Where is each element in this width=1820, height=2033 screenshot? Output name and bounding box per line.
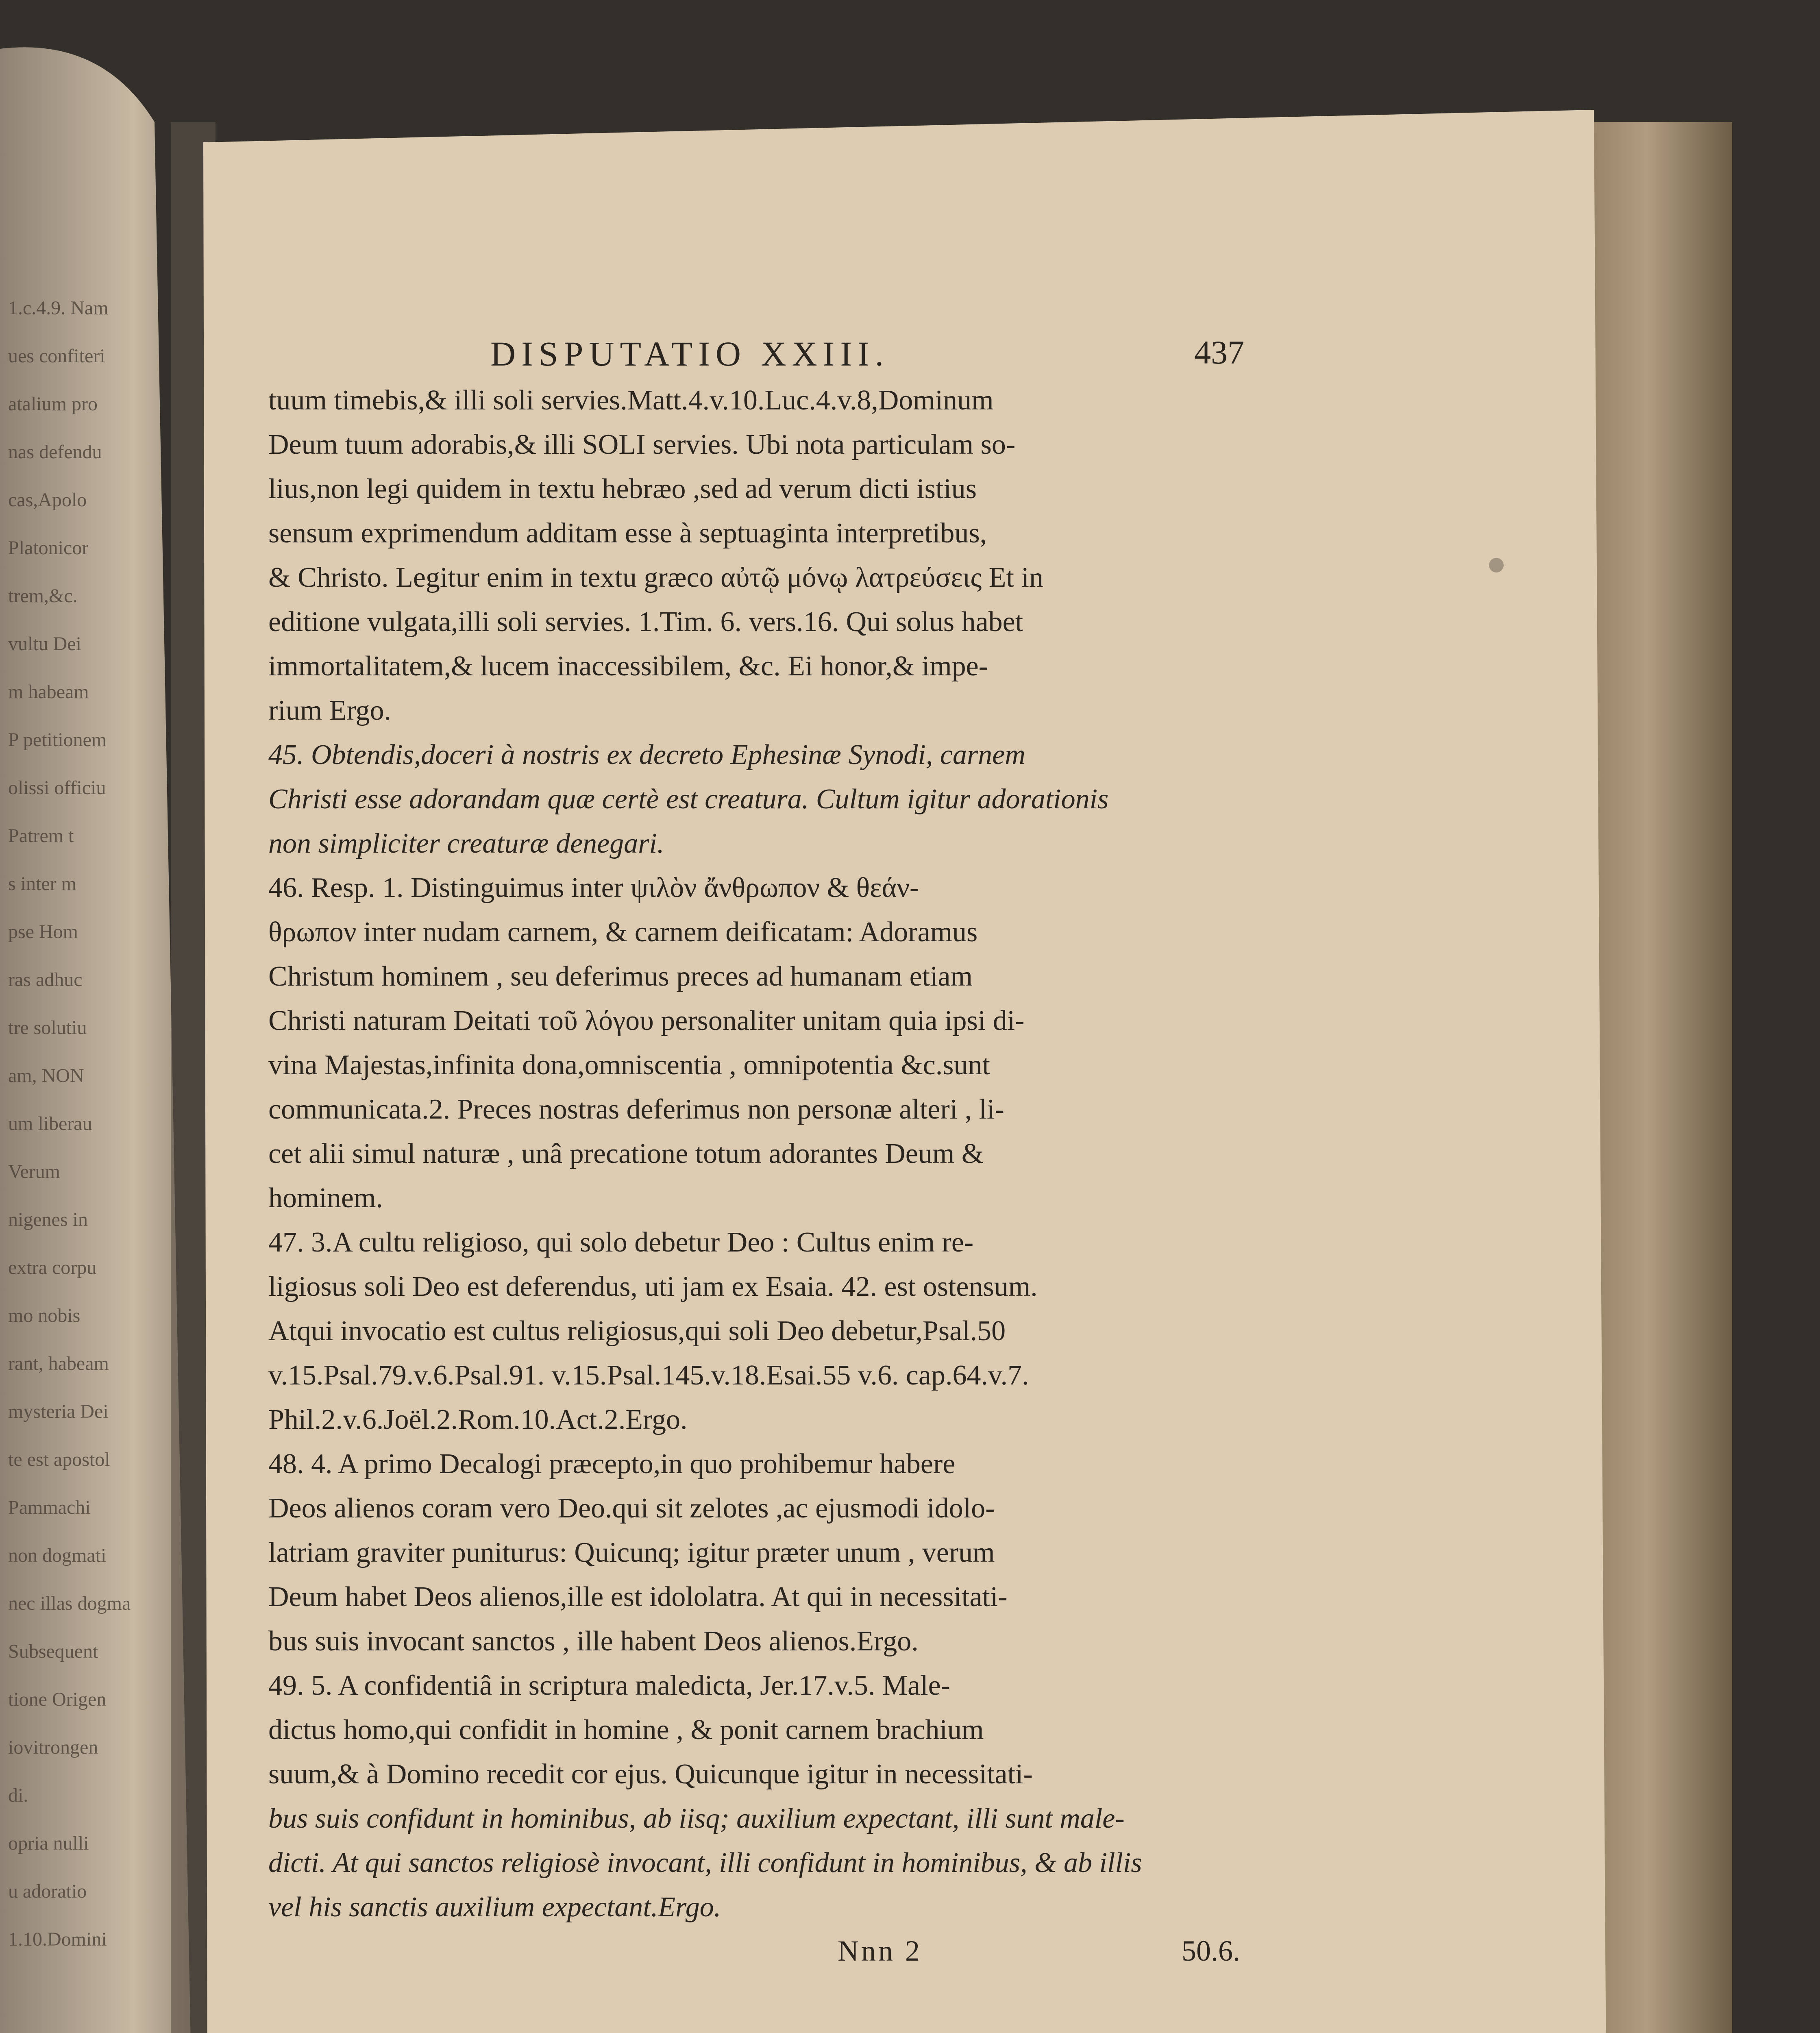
text-line: non simpliciter creaturæ denegari. xyxy=(268,828,664,859)
marginal-fragment: um liberau xyxy=(8,1113,92,1134)
text-line: v.15.Psal.79.v.6.Psal.91. v.15.Psal.145.v.18.Esai.55 v.6. cap.64.v.7. xyxy=(268,1360,1029,1391)
text-line: immortalitatem,& lucem inaccessibilem, &c. Ei honor,& impe- xyxy=(268,651,988,682)
marginal-fragment: extra corpu xyxy=(8,1257,97,1278)
signature-mark: Nnn 2 xyxy=(838,1935,922,1967)
text-line: θρωπον inter nudam carnem, & carnem deificatam: Adoramus xyxy=(268,916,978,948)
text-line: Deum habet Deos alienos,ille est idololatra. At qui in necessitati- xyxy=(268,1581,1008,1613)
marginal-fragment: nas defendu xyxy=(8,441,102,463)
text-line: suum,& à Domino recedit cor ejus. Quicunque igitur in necessitati- xyxy=(268,1759,1033,1790)
catchword: 50.6. xyxy=(1182,1935,1240,1967)
text-line: lius,non legi quidem in textu hebræo ,sed ad verum dicti istius xyxy=(268,473,977,505)
marginal-fragment: nigenes in xyxy=(8,1209,88,1230)
marginal-fragment: P petitionem xyxy=(8,729,107,751)
marginal-fragment: opria nulli xyxy=(8,1833,89,1854)
text-line: dictus homo,qui confidit in homine , & ponit carnem brachium xyxy=(268,1714,984,1746)
text-line: ligiosus soli Deo est deferendus, uti jam ex Esaia. 42. est ostensum. xyxy=(268,1271,1038,1302)
marginal-fragment: Verum xyxy=(8,1161,60,1182)
marginal-fragment: vultu Dei xyxy=(8,633,81,655)
marginal-fragment: u adoratio xyxy=(8,1881,87,1902)
marginal-fragment: mo nobis xyxy=(8,1305,81,1326)
text-line: 47. 3.A cultu religioso, qui solo debetur Deo : Cultus enim re- xyxy=(268,1227,974,1258)
marginal-fragment: tre solutiu xyxy=(8,1017,87,1038)
marginal-fragment: cas,Apolo xyxy=(8,489,87,511)
marginal-fragment: Patrem t xyxy=(8,825,74,847)
marginal-fragment: tione Origen xyxy=(8,1689,107,1710)
text-line: dicti. At qui sanctos religiosè invocant, illi confidunt in hominibus, & ab illis xyxy=(268,1847,1142,1878)
marginal-fragment: nec illas dogma xyxy=(8,1593,131,1614)
marginal-fragment: di. xyxy=(8,1785,28,1806)
text-line: vel his sanctis auxilium expectant.Ergo. xyxy=(268,1892,721,1923)
marginal-fragment: ues confiteri xyxy=(8,345,105,367)
text-line: bus suis confidunt in hominibus, ab iisq; auxilium expectant, illi sunt male- xyxy=(268,1803,1125,1834)
text-line: Christi naturam Deitati τοῦ λόγου personaliter unitam quia ipsi di- xyxy=(268,1005,1025,1036)
marginal-fragment: pse Hom xyxy=(8,921,78,942)
marginal-fragment: trem,&c. xyxy=(8,585,78,607)
page-number: 437 xyxy=(1194,334,1244,371)
text-line: rium Ergo. xyxy=(268,695,392,726)
marginal-fragment: te est apostol xyxy=(8,1449,110,1470)
page-footer xyxy=(268,1934,1240,1983)
text-line: communicata.2. Preces nostras deferimus non personæ alteri , li- xyxy=(268,1094,1004,1125)
page-header xyxy=(268,333,1244,378)
marginal-fragment: am, NON xyxy=(8,1065,84,1086)
marginal-fragment: Subsequent xyxy=(8,1641,98,1662)
marginal-fragment: mysteria Dei xyxy=(8,1401,109,1422)
text-line: 49. 5. A confidentiâ in scriptura maledicta, Jer.17.v.5. Male- xyxy=(268,1670,950,1701)
text-line: editione vulgata,illi soli servies. 1.Tim. 6. vers.16. Qui solus habet xyxy=(268,606,1023,638)
marginal-fragment: 1.c.4.9. Nam xyxy=(8,297,109,319)
text-line: Atqui invocatio est cultus religiosus,qui soli Deo debetur,Psal.50 xyxy=(268,1315,1006,1347)
text-line: hominem. xyxy=(268,1182,383,1214)
paper-spot xyxy=(1489,558,1504,572)
marginal-fragment: ras adhuc xyxy=(8,969,83,990)
text-line: 48. 4. A primo Decalogi præcepto,in quo prohibemur habere xyxy=(268,1448,956,1480)
text-line: Phil.2.v.6.Joël.2.Rom.10.Act.2.Ergo. xyxy=(268,1404,688,1435)
text-line: tuum timebis,& illi soli servies.Matt.4.v.10.Luc.4.v.8,Dominum xyxy=(268,385,994,416)
text-line: bus suis invocant sanctos , ille habent Deos alienos.Ergo. xyxy=(268,1626,919,1657)
marginal-fragment: rant, habeam xyxy=(8,1353,109,1374)
text-line: Deos alienos coram vero Deo.qui sit zelotes ,ac ejusmodi idolo- xyxy=(268,1493,995,1524)
marginal-fragment: 1.10.Domini xyxy=(8,1929,107,1950)
main-text-block xyxy=(268,333,1244,1983)
text-line: vina Majestas,infinita dona,omniscentia , omnipotentia &c.sunt xyxy=(268,1049,990,1081)
text-line: 45. Obtendis,doceri à nostris ex decreto Ephesinæ Synodi, carnem xyxy=(268,739,1025,771)
running-head: DISPUTATIO XXIII. xyxy=(490,334,890,373)
marginal-fragment: iovitrongen xyxy=(8,1737,98,1758)
text-line: & Christo. Legitur enim in textu græco αὐτῷ μόνῳ λατρεύσεις Et in xyxy=(268,562,1043,593)
text-line: 46. Resp. 1. Distinguimus inter ψιλὸν ἄνθρωπον & θεάν- xyxy=(268,872,919,903)
marginal-fragment: atalium pro xyxy=(8,393,98,415)
text-line: Christum hominem , seu deferimus preces ad humanam etiam xyxy=(268,961,973,992)
marginal-fragment: non dogmati xyxy=(8,1545,107,1566)
text-line: cet alii simul naturæ , unâ precatione totum adorantes Deum & xyxy=(268,1138,984,1169)
text-line: Christi esse adorandam quæ certè est creatura. Cultum igitur adorationis xyxy=(268,784,1109,815)
marginal-fragment: s inter m xyxy=(8,873,76,895)
marginal-fragment: olissi officiu xyxy=(8,777,106,799)
marginal-fragment: Pammachi xyxy=(8,1497,91,1518)
text-line: sensum exprimendum additam esse à septuaginta interpretibus, xyxy=(268,518,987,549)
text-line: latriam graviter puniturus: Quicunq; igitur præter unum , verum xyxy=(268,1537,995,1568)
marginal-fragment: m habeam xyxy=(8,681,89,703)
text-line: Deum tuum adorabis,& illi SOLI servies. Ubi nota particulam so- xyxy=(268,429,1016,460)
marginal-fragment: Platonicor xyxy=(8,537,89,559)
